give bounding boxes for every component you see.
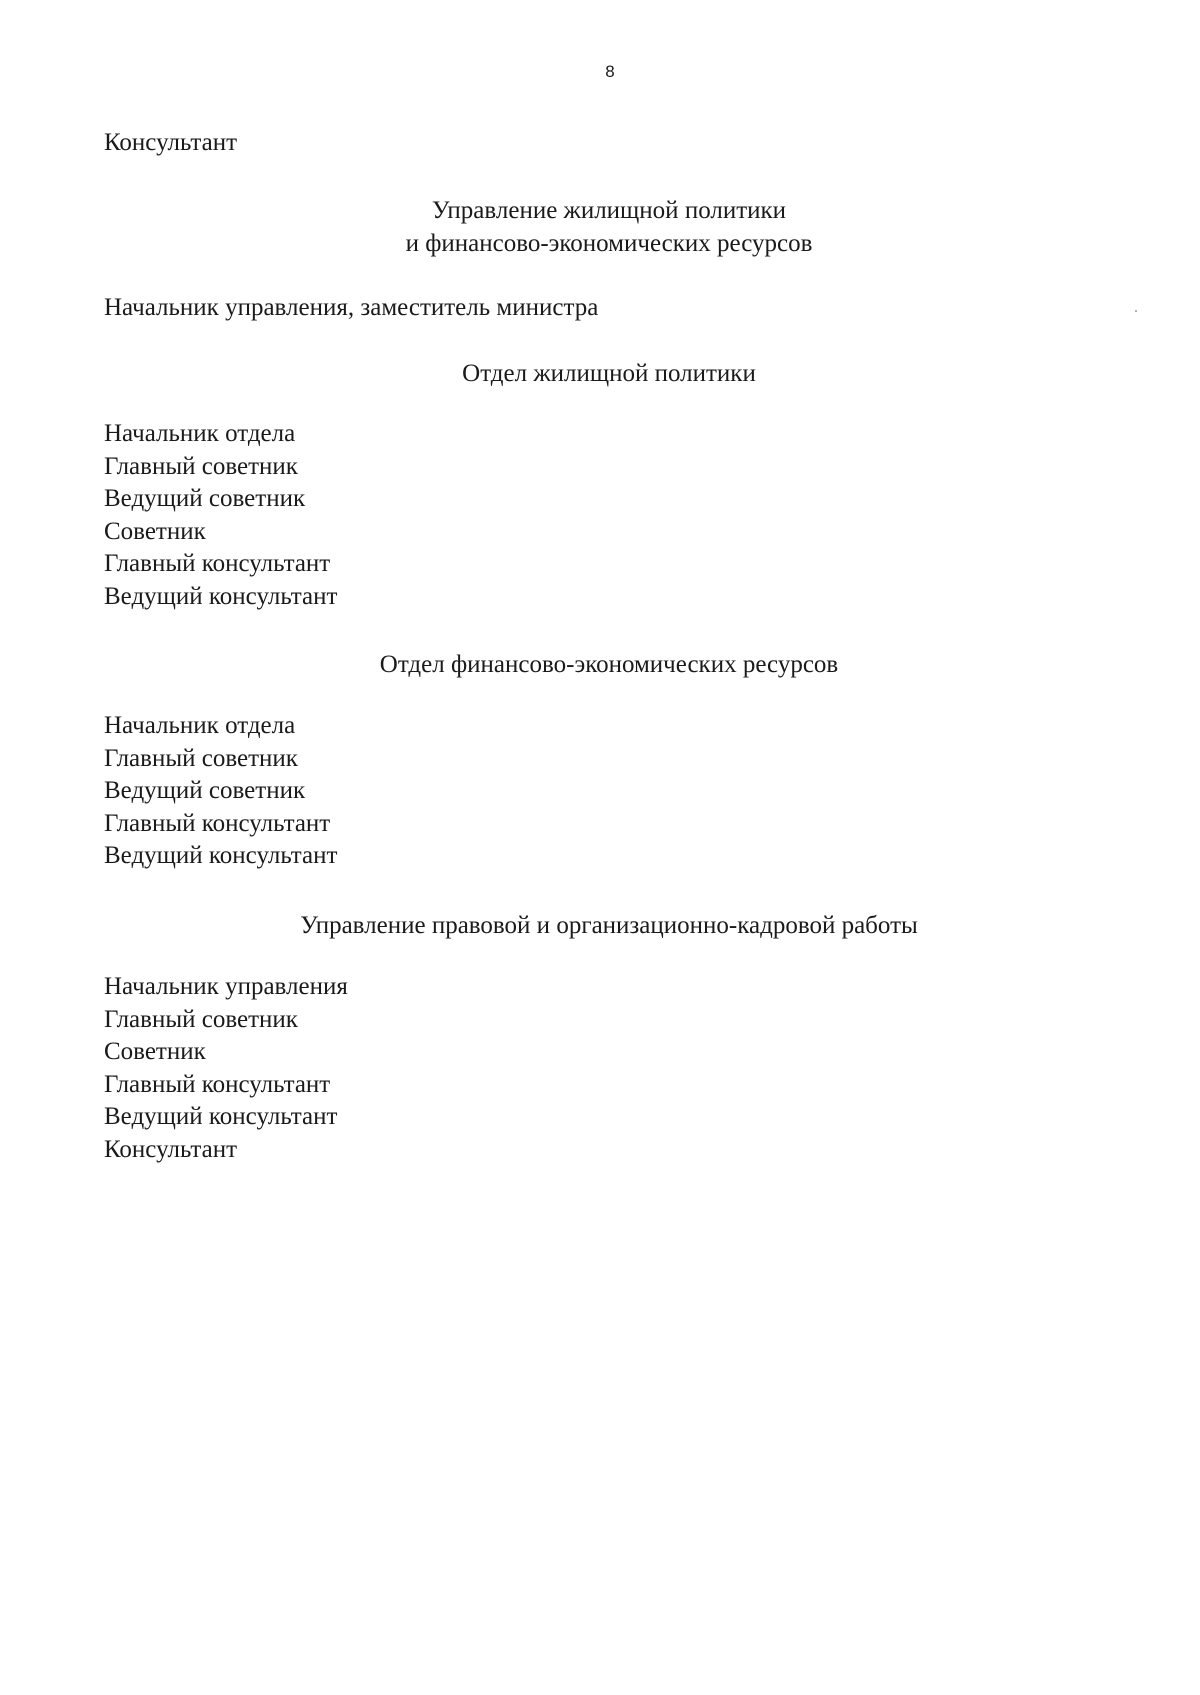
position-line: Ведущий консультант (104, 1103, 338, 1130)
position-line: Главный консультант (104, 809, 331, 837)
position-line: Ведущий советник (104, 485, 306, 512)
section-heading: Отдел жилищной политики (462, 360, 756, 387)
position-line: Начальник управления (104, 973, 348, 1000)
section-heading: Управление жилищной политики (431, 197, 787, 224)
position-list (104, 711, 337, 874)
position-line: Начальник управления, заместитель министра (104, 294, 599, 321)
section-heading: и финансово-экономических ресурсов (405, 230, 813, 257)
position-line: Главный советник (104, 744, 298, 772)
position-list (104, 419, 337, 614)
position-line: Начальник отдела (104, 420, 296, 447)
position-line: Главный советник (104, 452, 298, 480)
position-line: Ведущий консультант (104, 582, 338, 610)
position-line: Ведущий советник (104, 777, 306, 804)
position-line: Ведущий консультант (104, 842, 338, 869)
section-heading: Отдел финансово-экономических ресурсов (379, 651, 839, 678)
position-line: Консультант (104, 1135, 238, 1163)
position-line: Начальник отдела (104, 712, 296, 739)
position-line: Консультант (104, 129, 238, 156)
position-line: Главный советник (104, 1005, 298, 1033)
position-line: Главный консультант (104, 1070, 331, 1098)
page-number: 8 (605, 62, 615, 81)
position-line: Главный консультант (104, 550, 331, 577)
position-list (104, 972, 348, 1167)
scan-speck (1135, 310, 1137, 312)
section-heading: Управление правовой и организационно-кадровой работы (300, 912, 918, 939)
position-line: Советник (104, 1038, 206, 1065)
position-line: Советник (104, 517, 206, 545)
